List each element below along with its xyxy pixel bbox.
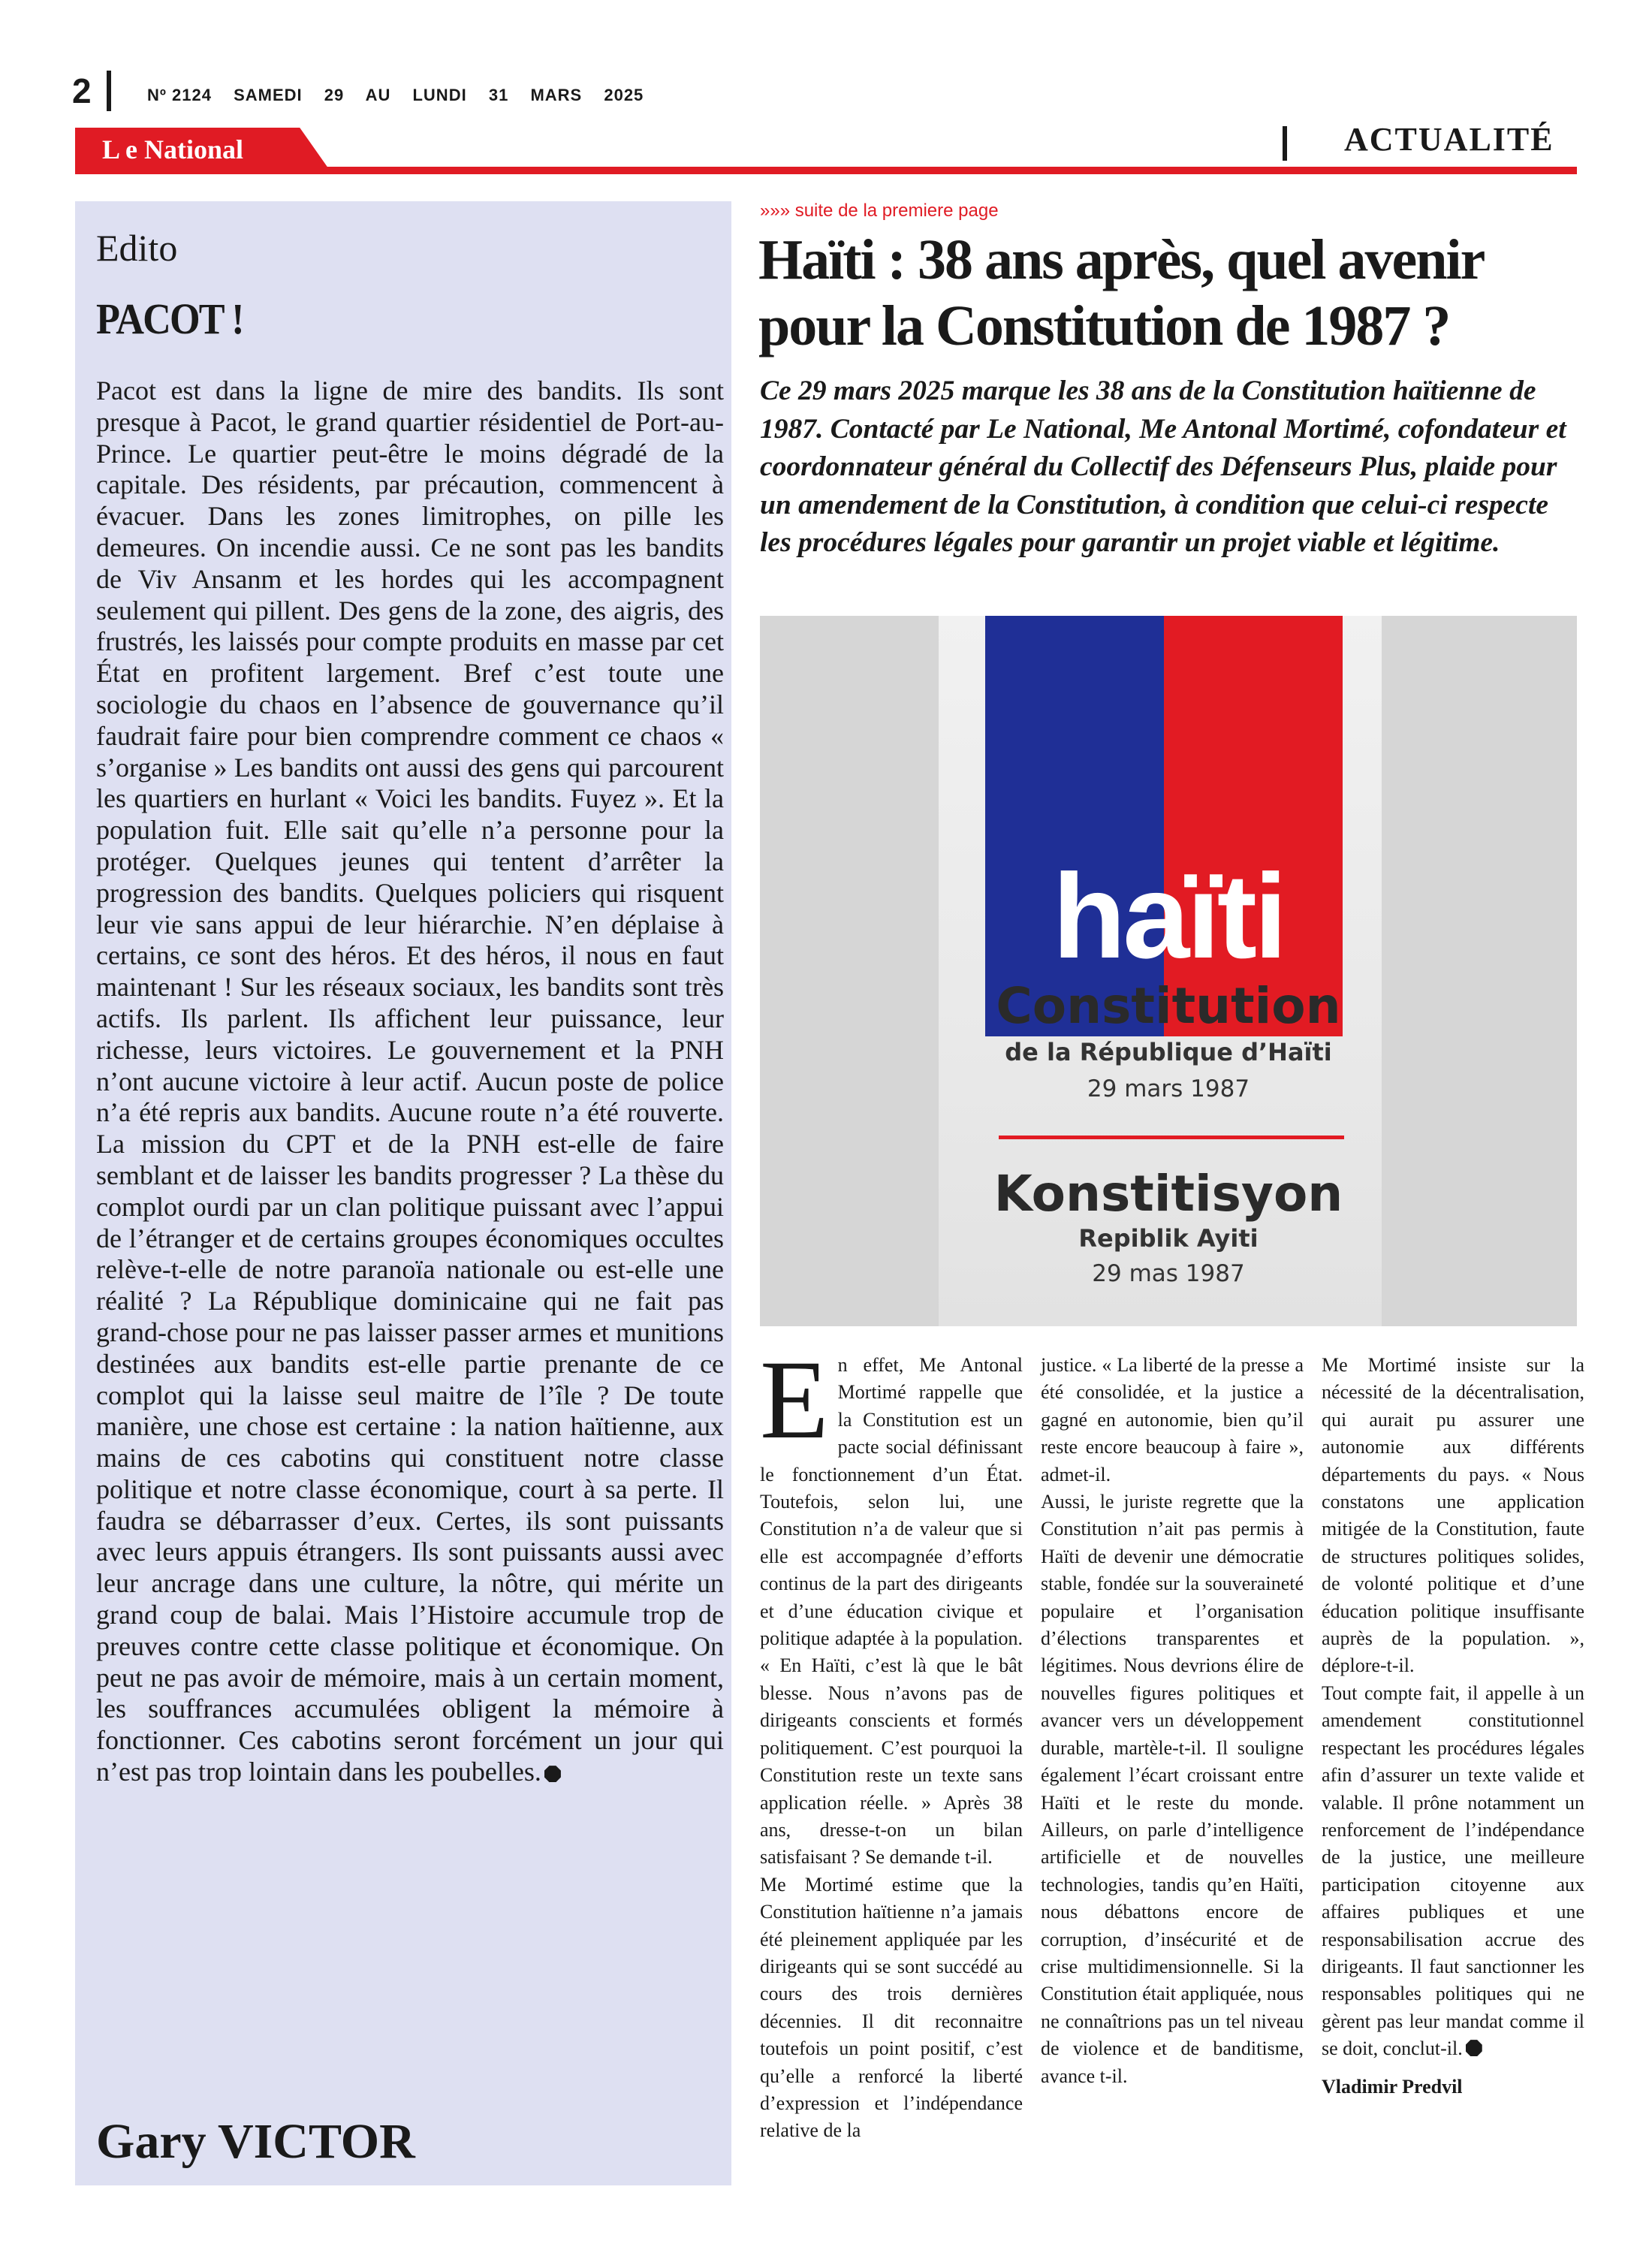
article-paragraph-text: Tout compte fait, il appelle à un amendement constitutionnel respectant les procédures légales afin d’assurer un texte valide et valable. Il prône notamment un renforcement de l’indépendance de la justice, une meilleure participation citoyenne aux affaires publiques et une responsabilisation accrue des dirigeants. Il faut sanctionner les responsables politiques qui ne gèrent pas leur mandat comme il se doit, conclut-il. bbox=[1322, 1681, 1584, 2060]
date-day-end: 31 bbox=[488, 86, 509, 104]
article-paragraph-text: n effet, Me Antonal Mortimé rappelle que la Constitution est un pacte social définissant le fonctionnement d’un État. Toutefois, selon lui, une Constitution n’a de valeur que si elle est accompagnée d’efforts continus de la part des dirigeants et d’une éducation civique et politique adaptée à la population. « En Haïti, c’est là que le bât blesse. Nous n’avons pas de dirigeants conscients et formés politiquement. C’est pourquoi la Constitution reste un texte sans application réelle. » Après 38 ans, dresse-t-on un bilan satisfaisant ? Se demande t-il. bbox=[760, 1354, 1023, 1868]
article-paragraph: justice. « La liberté de la presse a été consolidée, et la justice a gagné en autonomie, bien qu’il reste encore beaucoup à faire », admet-il. bbox=[1041, 1354, 1304, 1485]
date-month: MARS bbox=[530, 86, 583, 104]
article-column-3 bbox=[1322, 1352, 1584, 2101]
end-mark-icon bbox=[544, 1766, 561, 1782]
article-byline: Vladimir Predvil bbox=[1322, 2075, 1463, 2098]
edito-kicker: Edito bbox=[96, 227, 178, 269]
edito-headline: PACOT ! bbox=[96, 294, 243, 343]
constitution-cover-photo bbox=[760, 616, 1577, 1326]
cover-title-kreyol: Konstitisyon bbox=[993, 1165, 1343, 1223]
section-separator bbox=[1283, 126, 1287, 161]
article-paragraph: Me Mortimé estime que la Constitution haïtienne n’a jamais été pleinement appliquée par les dirigeants qui se sont succédé au cours des trois dernières décennies. Il dit reconnaitre toutefois un point positif, c’est qu’elle a renforcé la liberté d’expression et l’indépendance relative de la bbox=[760, 1873, 1023, 2142]
date-year: 2025 bbox=[604, 86, 644, 104]
cover-red-divider bbox=[999, 1136, 1344, 1139]
cover-date-kreyol: 29 mas 1987 bbox=[1092, 1260, 1245, 1287]
article-paragraph bbox=[1322, 1680, 1584, 2063]
article-paragraph: Aussi, le juriste regrette que la Constitution n’ait pas permis à Haïti de devenir une démocratie stable, fondée sur la souveraineté populaire et l’organisation d’élections transparentes et légitimes. Nous devrions élire de nouvelles figures politiques et avancer vers un développement durable, martèle-t-il. Il souligne également l’écart croissant entre Haïti et le reste du monde. Ailleurs, on parle d’intelligence artificielle et de nouvelles technologies, tandis qu’en Haïti, nous débattons encore de corruption, d’insécurité et de crise multidimensionnelle. Si la Constitution était appliquée, nous ne connaîtrions pas un tel niveau de violence et de banditisme, avance t-il. bbox=[1041, 1491, 1304, 2087]
edito-author: Gary VICTOR bbox=[96, 2114, 415, 2169]
article-lede: Ce 29 mars 2025 marque les 38 ans de la Constitution haïtienne de 1987. Contacté par Le National, Me Antonal Mortimé, cofondateur et coordonnateur général du Collectif des Défenseurs Plus, plaide pour un amendement de la Constitution, à condition que celui-ci respecte les procédures légales pour garantir un projet viable et légitime. bbox=[760, 376, 1566, 558]
date-weekday-start: SAMEDI bbox=[234, 86, 303, 104]
date-day-start: 29 bbox=[324, 86, 345, 104]
newspaper-brand: L e National bbox=[102, 134, 244, 164]
article-column-1 bbox=[760, 1338, 1023, 2145]
article-title: Haïti : 38 ans après, quel avenir pour la Constitution de 1987 ? bbox=[758, 228, 1483, 357]
issue-number: Nº 2124 bbox=[147, 86, 212, 104]
date-connector: AU bbox=[365, 86, 391, 104]
article-paragraph bbox=[760, 1338, 1023, 1871]
article-column-2 bbox=[1041, 1352, 1304, 2090]
end-mark-icon bbox=[1466, 2040, 1482, 2056]
cover-haiti-word: haïti bbox=[1052, 849, 1285, 983]
edito-text-content: Pacot est dans la ligne de mire des bandits. Ils sont presque à Pacot, le grand quartier résidentiel de Port-au-Prince. Le quartier peut-être le moins dégradé de la capitale. Des résidents, par précaution, commencent à évacuer. Dans les zones limitrophes, on pille les demeures. On incendie aussi. Ce ne sont pas les bandits de Viv Ansanm et les hordes qui les accompagnent seulement qui pillent. Des gens de la zone, des aigris, des frustrés, les laissés pour compte produits en masse par cet État en profitent largement. Bref c’est toute une sociologie du chaos en l’absence de gouvernance qu’il faudrait faire pour bien comprendre comment ce chaos « s’organise » Les bandits ont aussi des gens qui parcourent les quartiers en hurlant « Voici les bandits. Fuyez ». Et la population fuit. Elle sait qu’elle n’a personne pour la protéger. Quelques jeunes qui tentent d’arrêter la progression des bandits. Quelques policiers qui risquent leur vie sans appui de leur hiérarchie. N’en déplaise à certains, ce sont des héros. Et des héros, il nous en faut maintenant ! Sur les réseaux sociaux, les bandits sont très actifs. Ils parlent. Ils affichent leur puissance, leur richesse, leurs victoires. Le gouvernement et la PNH n’ont aucune victoire à leur actif. Aucun poste de police n’a été repris aux bandits. Aucune route n’a été rouverte. La mission du CPT et de la PNH est-elle de faire semblant et de laisser les bandits progresser ? La thèse du complot ourdi par un clan politique puissant avec l’appui de l’étranger et de certains groupes économiques occultes relève-t-elle de notre paranoïa nationale ou est-elle une réalité ? La République dominicaine qui ne fait pas grand-chose pour ne pas laisser passer armes et munitions destinées aux bandits est-elle partie prenante de ce complot qui la laisse seul maitre de l’île ? De toute manière, une chose est certaine : la nation haïtienne, aux mains de ces cabotins qui constituent notre classe politique et notre classe économique, court à sa perte. Il faudra se débarrasser d’eux. Certes, ils sont puissants avec leurs appuis étrangers. Ils sont puissants aussi avec leur ancrage dans une culture, la nôtre, qui mérite un grand coup de balai. Mais l’Histoire accumule trop de preuves contre cette classe politique et économique. On peut ne pas avoir de mémoire, mais à un certain moment, les souffrances accumulées obligent la mémoire à fonctionner. Ces cabotins seront forcément un jour qui n’est pas trop lointain dans les poubelles. bbox=[96, 376, 724, 1787]
article-kicker: »»» suite de la premiere page bbox=[760, 201, 999, 221]
article-paragraph: Me Mortimé insiste sur la nécessité de la décentralisation, qui aurait pu assurer une autonomie aux différents départements du pays. « Nous constatons une application mitigée de la Constitution, faute de structures politiques solides, de volonté politique et d’une éducation politique insuffisante auprès de la population. », déplore-t-il. bbox=[1322, 1354, 1584, 1677]
edito-body bbox=[96, 376, 724, 1788]
cover-subtitle-kreyol: Repiblik Ayiti bbox=[1078, 1224, 1259, 1253]
date-weekday-end: LUNDI bbox=[412, 86, 467, 104]
issue-date-line bbox=[147, 86, 660, 105]
cover-title-fr: Constitution bbox=[996, 977, 1341, 1035]
cover-date-fr: 29 mars 1987 bbox=[1087, 1075, 1250, 1102]
page-number-separator bbox=[107, 71, 111, 111]
section-name: ACTUALITÉ bbox=[1344, 121, 1554, 158]
page-number: 2 bbox=[72, 71, 92, 110]
edito-text bbox=[96, 376, 724, 1788]
cover-subtitle-fr: de la République d’Haïti bbox=[1005, 1038, 1332, 1066]
drop-cap: E bbox=[760, 1338, 829, 1462]
